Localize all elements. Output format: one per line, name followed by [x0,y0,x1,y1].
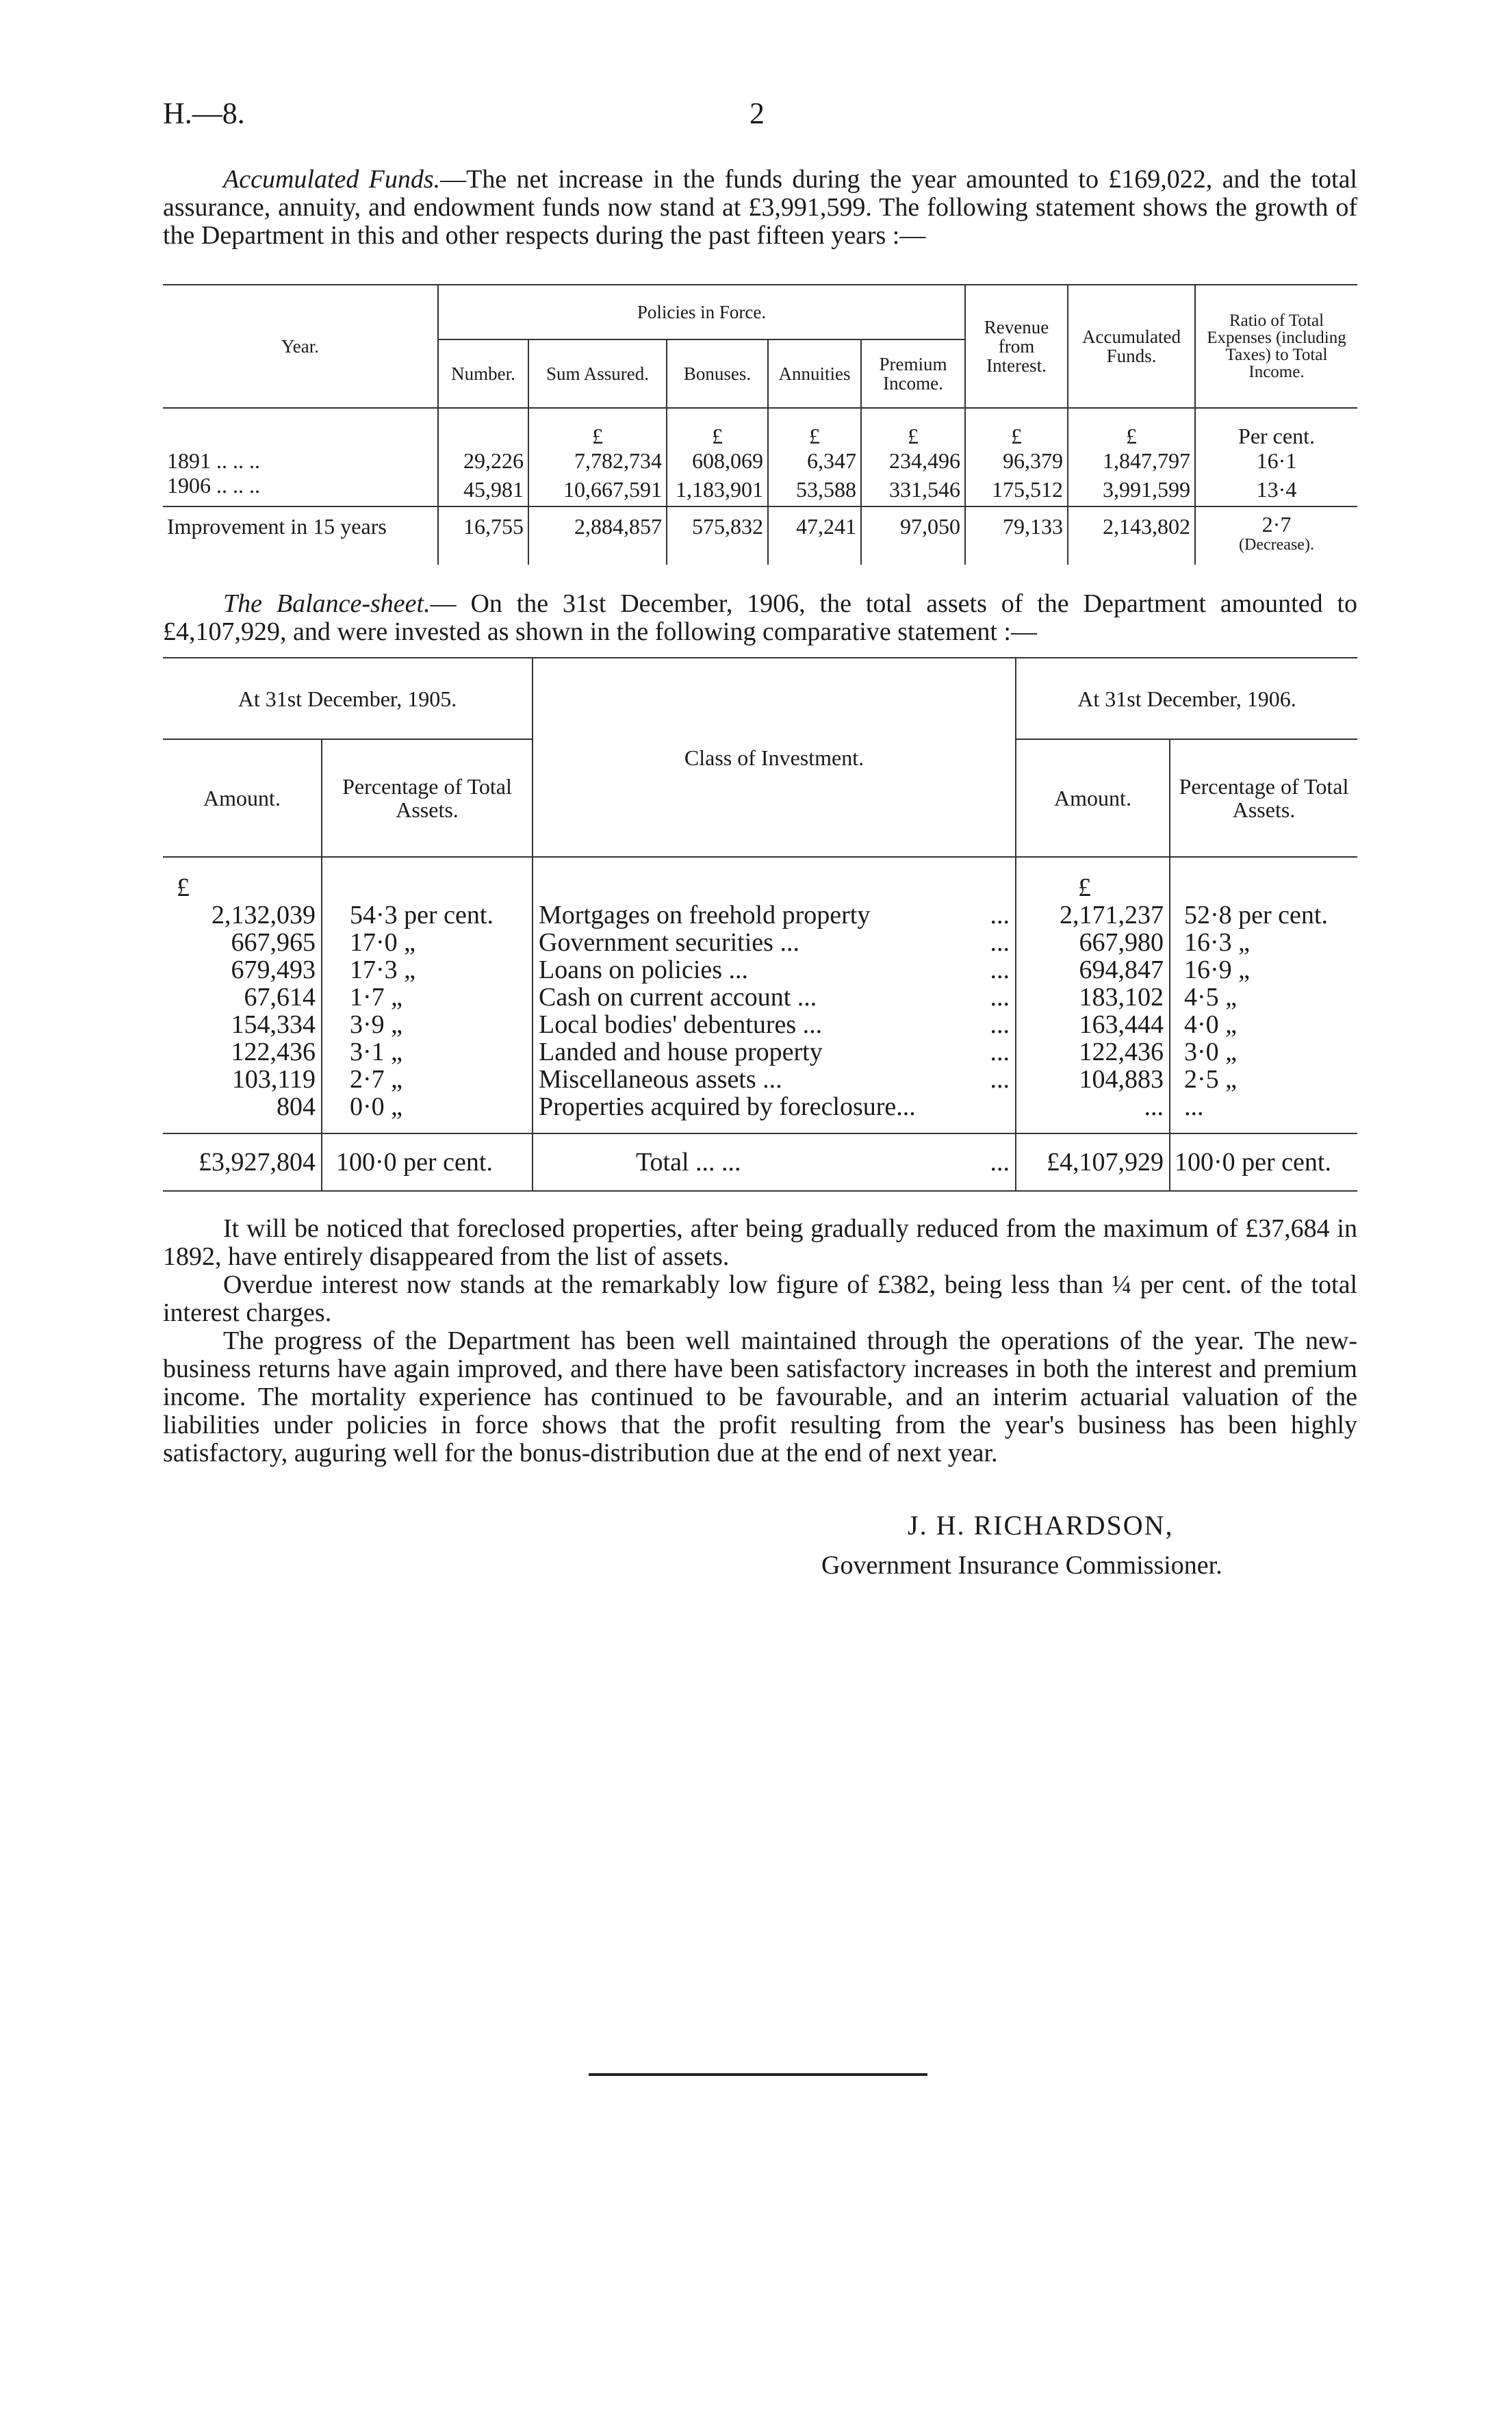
improvement-row: Improvement in 15 years 16,755 2,884,857 575,832 47,241 97,050 79,133 2,143,802 2·7 (Decrease). [163,506,1357,565]
col-ratio: Ratio of Total Expenses (including Taxes) to Total Income. [1195,285,1357,408]
table-row [163,984,1357,1011]
signature-title: Government Insurance Commissioner. [821,1551,1222,1580]
amount-1906: ... [1016,1093,1170,1133]
table-row [163,929,1357,956]
col-year: Year. [163,285,438,408]
progress-paragraph: The progress of the Department has been well maintained through the operations of the year. The new-business returns have again improved, and there have been satisfactory increases in both the interest and premium income. The mortality experience has continued to be favourable, and an interim actuarial valuation of the liabilities under policies in force shows that the profit resulting from the year's business has been highly satisfactory, auguring well for the bonus-distribution due at the end of next year. [163,1326,1357,1467]
amount-1906: 104,883 [1016,1066,1170,1093]
col-revenue: Revenue from Interest. [965,285,1068,408]
pct-1905: 2·7 „ [322,1066,533,1093]
col-amount-1905: Amount. [163,739,322,857]
closing-text [163,1215,1357,1467]
table-row [163,1093,1357,1133]
interest-paragraph: Overdue interest now stands at the remarkably low figure of £382, being less than ¼ per cent. of the total interest charges. [163,1270,1357,1327]
pct-1906: 4·5 „ [1170,984,1357,1011]
pct-1906: 3·0 „ [1170,1038,1357,1066]
amount-1905: 103,119 [231,1065,316,1094]
balance-paragraph [163,590,1357,646]
col-sum-assured: Sum Assured. [528,339,667,408]
table-row [163,901,1357,929]
class-of-investment: Government securities ... ... [533,929,1016,956]
amount-1906: 694,847 [1016,956,1170,984]
document-reference: H.—8. [163,97,245,130]
pct-1906: 52·8 per cent. [1170,901,1357,929]
pct-1905: 17·0 „ [322,929,533,956]
amount-1905: 667,965 [231,928,316,957]
balance-heading: The Balance-sheet. [223,589,431,618]
table-row [163,1038,1357,1066]
amount-1906: 667,980 [1016,929,1170,956]
group-policies: Policies in Force. [438,285,965,339]
table-row [163,1011,1357,1038]
amount-1905: 2,132,039 [212,901,316,929]
page-number: 2 [749,97,765,130]
pct-1906: 4·0 „ [1170,1011,1357,1038]
amount-1905: 154,334 [231,1010,316,1039]
funds-text: —The net increase in the funds during the year amounted to £169,022, and the total assurance, annuity, and endowment funds now stand at £3,991,599. The following statement shows the growth of the Department in this and other respects during the past fifteen years :— [163,165,1357,250]
foreclosure-paragraph: It will be noticed that foreclosed properties, after being gradually reduced from the maximum of £37,684 in 1892, have entirely disappeared from the list of assets. [163,1214,1357,1271]
group-1905: At 31st December, 1905. [163,658,533,739]
pct-1905: 3·9 „ [322,1011,533,1038]
pct-1906: 16·3 „ [1170,929,1357,956]
table-row [163,956,1357,984]
amount-1905: 122,436 [231,1038,316,1066]
amount-1906: 163,444 [1016,1011,1170,1038]
pct-1905: 3·1 „ [322,1038,533,1066]
col-number: Number. [438,339,528,408]
funds-heading: Accumulated Funds. [223,165,441,194]
amount-1906: 2,171,237 [1016,901,1170,929]
col-funds: Accumulated Funds. [1068,285,1195,408]
amount-1905: 67,614 [244,983,316,1012]
col-pct-1906: Percentage of Total Assets. [1170,739,1357,857]
table-row: 1906 .. .. .. 45,981 10,667,591 1,183,901 53,588 331,546 175,512 3,991,599 13·4 [163,473,1357,506]
investment-table [163,657,1357,1192]
table-row [163,1066,1357,1093]
col-annuities: Annuities [768,339,861,408]
amount-1905: 679,493 [231,955,316,984]
class-of-investment: Properties acquired by foreclosure... [533,1093,1016,1133]
pct-1905: 17·3 „ [322,956,533,984]
class-of-investment: Loans on policies ... ... [533,956,1016,984]
balance-text: — On the 31st December, 1906, the total assets of the Department amounted to £4,107,929, and were invested as shown in the following comparative statement :— [163,589,1358,646]
end-rule [589,2073,927,2076]
col-bonuses: Bonuses. [667,339,768,408]
amount-1906: 122,436 [1016,1038,1170,1066]
total-row: £3,927,804 100·0 per cent. Total ... ... ... £4,107,929 100·0 per cent. [163,1133,1357,1191]
pct-1905: 0·0 „ [322,1093,533,1133]
growth-table [163,284,1357,565]
amount-1906: 183,102 [1016,984,1170,1011]
class-of-investment: Miscellaneous assets ... ... [533,1066,1016,1093]
signature-name: J. H. RICHARDSON, [908,1510,1174,1541]
col-amount-1906: Amount. [1016,739,1170,857]
pct-1906: 2·5 „ [1170,1066,1357,1093]
pct-1905: 54·3 per cent. [322,901,533,929]
unit-row: £ £ £ £ £ £ Per cent. [163,408,1357,448]
group-1906: At 31st December, 1906. [1016,658,1357,739]
table-row: 1891 .. .. .. 29,226 7,782,734 608,069 6,347 234,496 96,379 1,847,797 16·1 [163,448,1357,473]
col-class: Class of Investment. [533,658,1016,857]
pct-1906: 16·9 „ [1170,956,1357,984]
decrease-note: (Decrease). [1239,536,1314,554]
class-of-investment: Landed and house property ... [533,1038,1016,1066]
class-of-investment: Cash on current account ... ... [533,984,1016,1011]
class-of-investment: Local bodies' debentures ... ... [533,1011,1016,1038]
class-of-investment: Mortgages on freehold property ... [533,901,1016,929]
pct-1905: 1·7 „ [322,984,533,1011]
pct-1906: ... [1170,1093,1357,1133]
currency-row: £ £ [163,857,1357,901]
col-premium-income: Premium Income. [861,339,965,408]
funds-paragraph [163,166,1357,250]
col-pct-1905: Percentage of Total Assets. [322,739,533,857]
amount-1905: 804 [277,1092,316,1121]
